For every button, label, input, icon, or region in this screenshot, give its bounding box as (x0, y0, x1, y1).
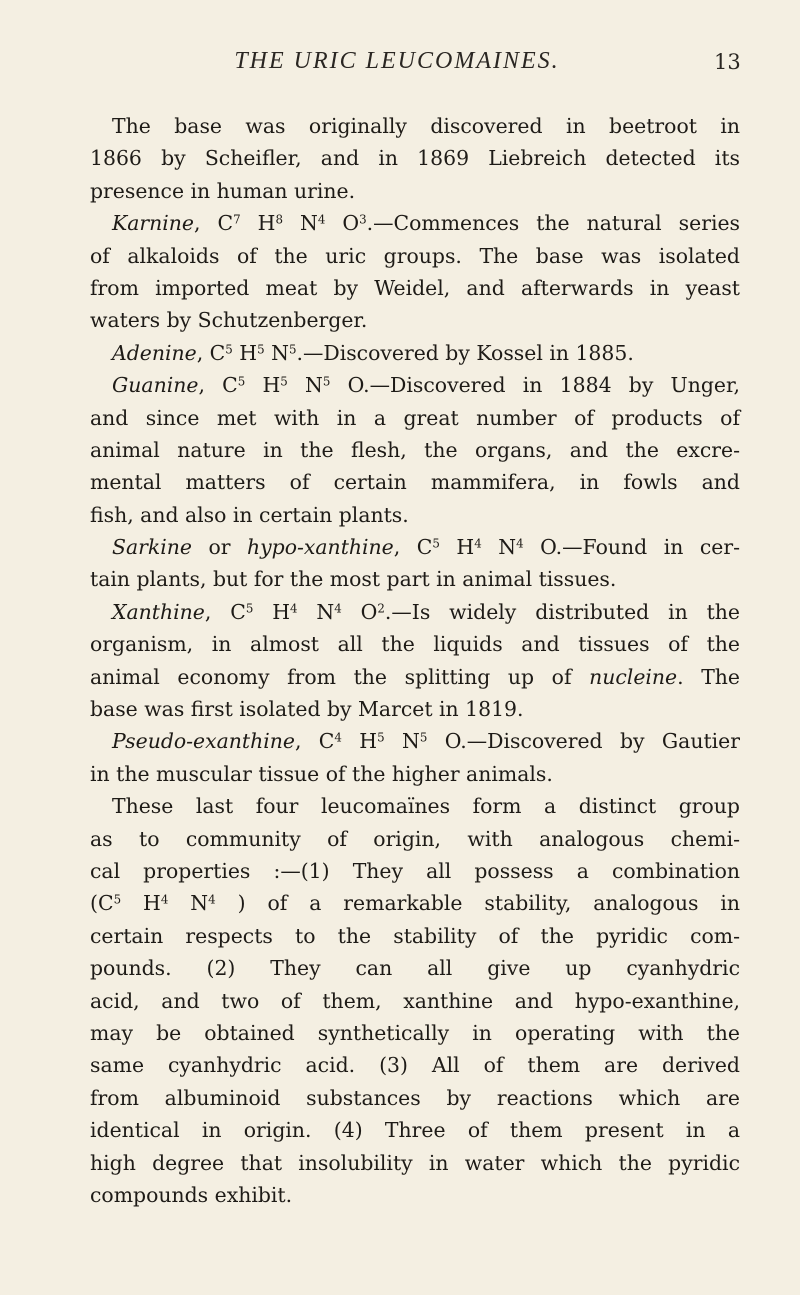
text-line (90, 563, 740, 595)
superscript: 3 (359, 212, 367, 227)
superscript: 4 (474, 536, 482, 551)
text-run: of alkaloids of the uric groups. The base was isolated (90, 243, 740, 268)
text-run: cal properties :—(1) They all possess a combination (90, 858, 740, 883)
superscript: 8 (275, 212, 283, 227)
text-run: H (121, 891, 161, 916)
text-run: fish, and also in certain plants. (90, 502, 409, 527)
text-run: tain plants, but for the most part in animal tissues. (90, 567, 617, 592)
text-run: , C (198, 373, 238, 398)
text-run: N (297, 599, 335, 624)
text-run: .—Commences the natural series (366, 211, 740, 236)
text-line (90, 952, 740, 984)
text-run: H (253, 599, 291, 624)
text-run: N (168, 891, 209, 916)
text-run: N (287, 373, 323, 398)
superscript: 4 (290, 601, 298, 616)
text-line (90, 175, 740, 207)
superscript: 5 (419, 730, 428, 745)
text-line (90, 110, 740, 142)
italic-term: Sarkine (112, 535, 192, 560)
text-run: N (384, 729, 420, 754)
italic-term: nucleine (589, 664, 678, 689)
text-run: compounds exhibit. (90, 1182, 293, 1207)
italic-term: Karnine (112, 211, 194, 236)
text-line (90, 1179, 740, 1211)
text-line (90, 1049, 740, 1081)
text-run: O.—Discovered in 1884 by Unger, (330, 373, 740, 398)
text-run: , C (204, 599, 246, 624)
text-run: from albuminoid substances by reactions which are (90, 1085, 740, 1110)
text-run: or (191, 535, 248, 560)
superscript: 4 (334, 601, 342, 616)
text-run: acid, and two of them, xanthine and hypo-exanthine, (90, 988, 740, 1013)
text-run: H (439, 535, 475, 560)
superscript: 5 (245, 601, 254, 616)
text-line (90, 985, 740, 1017)
text-run: base was first isolated by Marcet in 1819. (90, 697, 524, 722)
text-run: N (282, 211, 318, 236)
text-run: organism, in almost all the liquids and tissues of the (90, 632, 740, 657)
text-run: O.—Found in cer- (523, 535, 741, 560)
text-line (90, 466, 740, 498)
text-run: , C (294, 729, 335, 754)
superscript: 4 (317, 212, 326, 227)
text-line (90, 1147, 740, 1179)
superscript: 5 (288, 342, 297, 357)
text-line (90, 207, 740, 239)
text-run: presence in human urine. (90, 178, 356, 203)
superscript: 2 (377, 601, 385, 616)
text-line (90, 855, 740, 887)
text-run: O (325, 211, 360, 236)
text-run: same cyanhydric acid. (3) All of them are derived (90, 1053, 740, 1078)
text-line (90, 369, 740, 401)
superscript: 5 (322, 374, 331, 389)
text-line (90, 790, 740, 822)
text-run: N (264, 340, 289, 365)
text-line (90, 240, 740, 272)
text-run: and since met with in a great number of products of (90, 405, 740, 430)
text-line (90, 1114, 740, 1146)
text-line (90, 693, 740, 725)
text-line (90, 725, 740, 757)
page-number: 13 (714, 50, 741, 74)
text-line (90, 596, 740, 628)
text-run: high degree that insolubility in water which the pyridic (90, 1150, 740, 1175)
text-run: .—Is widely distributed in the (384, 599, 740, 624)
text-run: pounds. (2) They can all give up cyanhydric (90, 956, 740, 981)
text-run: H (240, 211, 276, 236)
text-line (90, 272, 740, 304)
text-line (90, 887, 740, 919)
text-line (90, 1017, 740, 1049)
text-run: N (481, 535, 517, 560)
text-run: , C (194, 211, 234, 236)
text-line (90, 531, 740, 563)
text-line (90, 1082, 740, 1114)
superscript: 5 (113, 892, 122, 907)
text-run: , C (196, 340, 226, 365)
text-run: The base was originally discovered in beetroot in (112, 114, 740, 138)
italic-term: Xanthine (112, 599, 205, 624)
superscript: 5 (237, 374, 246, 389)
text-line (90, 337, 740, 369)
superscript: 5 (257, 342, 265, 357)
text-run: in the muscular tissue of the higher animals. (90, 761, 553, 786)
text-run: H (232, 340, 258, 365)
body-text (90, 110, 740, 1211)
text-run: may be obtained synthetically in operating with the (90, 1020, 740, 1045)
superscript: 4 (160, 892, 169, 907)
text-run: .—Discovered by Kossel in 1885. (296, 340, 634, 365)
text-run: as to community of origin, with analogous chemi- (90, 826, 740, 851)
text-line (90, 434, 740, 466)
text-run: O.—Discovered by Gautier (427, 729, 740, 754)
superscript: 5 (225, 342, 233, 357)
text-run: 1866 by Scheifler, and in 1869 Liebreich detected its (90, 146, 740, 171)
italic-term: Adenine (112, 340, 197, 365)
superscript: 7 (233, 212, 241, 227)
text-run: animal economy from the splitting up of (90, 664, 590, 689)
superscript: 4 (208, 892, 216, 907)
italic-term: Guanine (112, 373, 199, 398)
superscript: 4 (516, 536, 524, 551)
running-head: THE URIC LEUCOMAINES. (234, 48, 560, 74)
superscript: 4 (334, 730, 342, 745)
text-run: certain respects to the stability of the pyridic com- (90, 923, 740, 948)
superscript: 5 (377, 730, 385, 745)
text-run: , C (393, 535, 433, 560)
text-run: identical in origin. (4) Three of them present in a (90, 1118, 740, 1143)
text-line (90, 628, 740, 660)
text-line (90, 661, 740, 693)
text-run: animal nature in the flesh, the organs, and the excre- (90, 437, 740, 462)
text-run: H (341, 729, 378, 754)
text-run: . The (677, 664, 741, 689)
text-line (90, 304, 740, 336)
text-run: waters by Schutzenberger. (90, 308, 368, 333)
text-line (90, 402, 740, 434)
italic-term: Pseudo-exanthine (112, 729, 295, 754)
superscript: 5 (280, 374, 288, 389)
italic-term: hypo-xanthine (247, 535, 394, 560)
text-line (90, 142, 740, 174)
text-line (90, 920, 740, 952)
text-line (90, 823, 740, 855)
text-run: These last four leucomaïnes form a distinct group (112, 794, 740, 819)
text-run: mental matters of certain mammifera, in fowls and (90, 470, 740, 495)
text-run: ) of a remarkable stability, analogous in (215, 891, 741, 916)
text-line (90, 758, 740, 790)
text-run: (C (90, 891, 114, 916)
text-line (90, 499, 740, 531)
text-run: O (341, 599, 378, 624)
superscript: 5 (432, 536, 440, 551)
text-run: H (245, 373, 281, 398)
text-run: from imported meat by Weidel, and afterwards in yeast (90, 275, 740, 300)
